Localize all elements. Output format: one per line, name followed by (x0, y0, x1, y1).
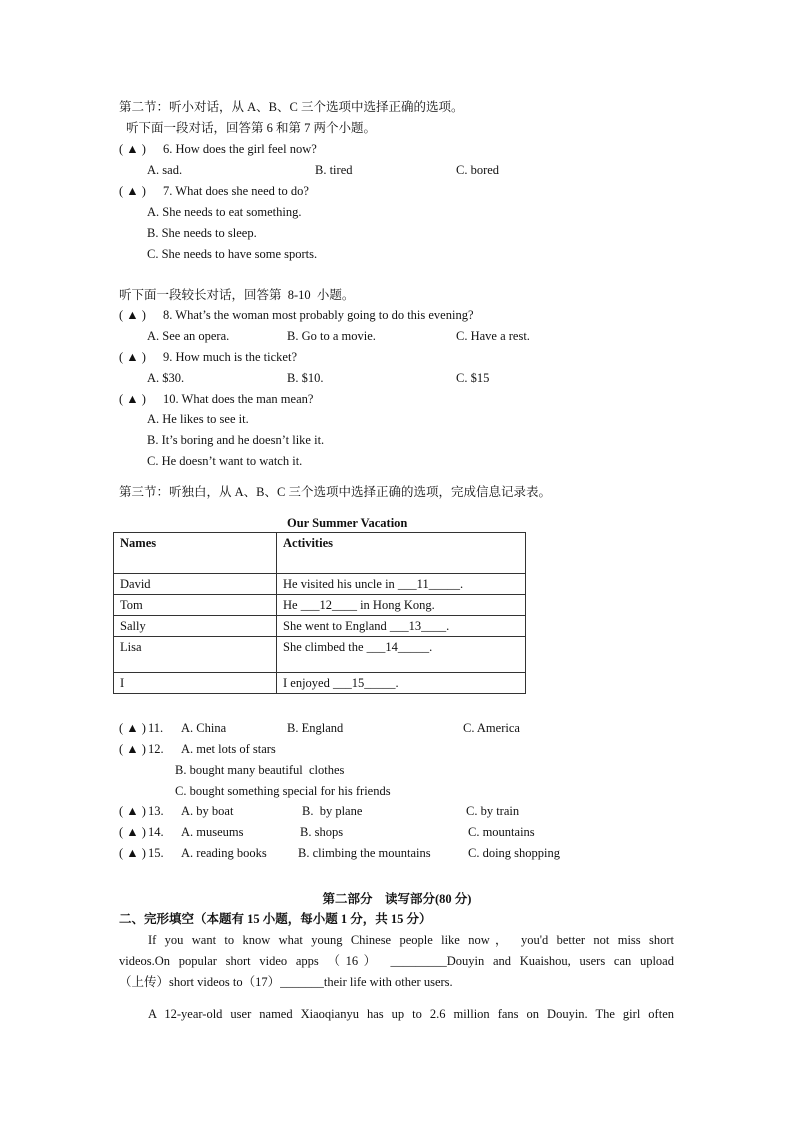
table-row (114, 637, 526, 673)
q11-option-a: A. China (181, 721, 227, 735)
q11-option-b: B. England (287, 721, 344, 735)
table-row (114, 595, 526, 616)
q14-option-a: A. museums (181, 825, 244, 839)
q12-option-b: B. bought many beautiful clothes (175, 763, 345, 777)
q13-num: 13. (148, 804, 164, 818)
section3-heading: 第三节：听独白，从 A、B、C 三个选项中选择正确的选项，完成信息记录表。 (119, 485, 551, 499)
q8-option-b: B. Go to a movie. (287, 329, 376, 343)
q14-num: 14. (148, 825, 164, 839)
table-title: Our Summer Vacation (287, 516, 408, 530)
table-header-row (114, 533, 526, 574)
q14-option-c: C. mountains (468, 825, 535, 839)
table-row (114, 574, 526, 595)
q9-option-c: C. $15 (456, 371, 490, 385)
row-name: Lisa (114, 637, 277, 673)
row-name: David (114, 574, 277, 595)
q6-option-c: C. bored (456, 163, 500, 177)
q13-option-c: C. by train (466, 804, 520, 818)
col-names-header: Names (114, 533, 277, 574)
cloze-p1-line2: videos.On popular short video apps （16） _________Douyin and Kuaishou, users can upload (119, 954, 674, 968)
q14-option-b: B. shops (300, 825, 344, 839)
q7-option-b: B. She needs to sleep. (147, 226, 257, 240)
row-activity: She climbed the ___14_____. (277, 637, 526, 673)
q15-option-a: A. reading books (181, 846, 267, 860)
col-activities-header: Activities (277, 533, 526, 574)
section2-intro: 听下面一段对话，回答第 6 和第 7 两个小题。 (126, 121, 377, 135)
q7-option-c: C. She needs to have some sports. (147, 247, 318, 261)
q11-mark[interactable]: ( ▲ ) (119, 721, 146, 735)
q10-mark[interactable]: ( ▲ ) (119, 392, 146, 406)
q8-option-c: C. Have a rest. (456, 329, 530, 343)
q12-option-a: A. met lots of stars (181, 742, 276, 756)
q7-stem: 7. What does she need to do? (163, 184, 309, 198)
q8-mark[interactable]: ( ▲ ) (119, 308, 146, 322)
q9-option-a: A. $30. (147, 371, 185, 385)
cloze-p1-line1: If you want to know what young Chinese people like now， you'd better not miss short (148, 933, 674, 947)
row-activity: He visited his uncle in ___11_____. (277, 574, 526, 595)
q12-num: 12. (148, 742, 164, 756)
q9-option-b: B. $10. (287, 371, 324, 385)
q10-option-c: C. He doesn’t want to watch it. (147, 454, 303, 468)
q11-option-c: C. America (463, 721, 520, 735)
row-name: Sally (114, 616, 277, 637)
q15-mark[interactable]: ( ▲ ) (119, 846, 146, 860)
q13-option-a: A. by boat (181, 804, 234, 818)
q14-mark[interactable]: ( ▲ ) (119, 825, 146, 839)
q10-stem: 10. What does the man mean? (163, 392, 314, 406)
q15-option-c: C. doing shopping (468, 846, 561, 860)
q15-option-b: B. climbing the mountains (298, 846, 431, 860)
q10-option-a: A. He likes to see it. (147, 412, 249, 426)
q11-num: 11. (148, 721, 164, 735)
part2-title: 第二部分 读写部分(80 分) (322, 892, 472, 906)
table-row (114, 673, 526, 694)
q8-stem: 8. What’s the woman most probably going to do this evening? (163, 308, 474, 322)
q9-stem: 9. How much is the ticket? (163, 350, 297, 364)
q13-mark[interactable]: ( ▲ ) (119, 804, 146, 818)
q6-mark[interactable]: ( ▲ ) (119, 142, 146, 156)
q15-num: 15. (148, 846, 164, 860)
q9-mark[interactable]: ( ▲ ) (119, 350, 146, 364)
q10-option-b: B. It’s boring and he doesn’t like it. (147, 433, 325, 447)
row-activity: I enjoyed ___15_____. (277, 673, 526, 694)
q8-option-a: A. See an opera. (147, 329, 230, 343)
section2-intro2: 听下面一段较长对话，回答第 8-10 小题。 (119, 288, 355, 302)
cloze-p1-line3: （上传）short videos to（17）_______their life with other users. (119, 975, 453, 989)
vacation-table (113, 532, 526, 694)
cloze-p2-line1: A 12-year-old user named Xiaoqianyu has up to 2.6 million fans on Douyin. The girl often (148, 1007, 674, 1021)
q7-mark[interactable]: ( ▲ ) (119, 184, 146, 198)
q6-option-b: B. tired (315, 163, 353, 177)
table-row (114, 616, 526, 637)
row-name: I (114, 673, 277, 694)
row-name: Tom (114, 595, 277, 616)
section2-heading: 第二节：听小对话，从 A、B、C 三个选项中选择正确的选项。 (119, 100, 464, 114)
cloze-heading: 二、完形填空（本题有 15 小题，每小题 1 分，共 15 分） (119, 912, 432, 926)
q12-option-c: C. bought something special for his friends (175, 784, 391, 798)
row-activity: He ___12____ in Hong Kong. (277, 595, 526, 616)
q12-mark[interactable]: ( ▲ ) (119, 742, 146, 756)
q13-option-b: B. by plane (302, 804, 363, 818)
q7-option-a: A. She needs to eat something. (147, 205, 302, 219)
q6-option-a: A. sad. (147, 163, 183, 177)
row-activity: She went to England ___13____. (277, 616, 526, 637)
q6-stem: 6. How does the girl feel now? (163, 142, 317, 156)
